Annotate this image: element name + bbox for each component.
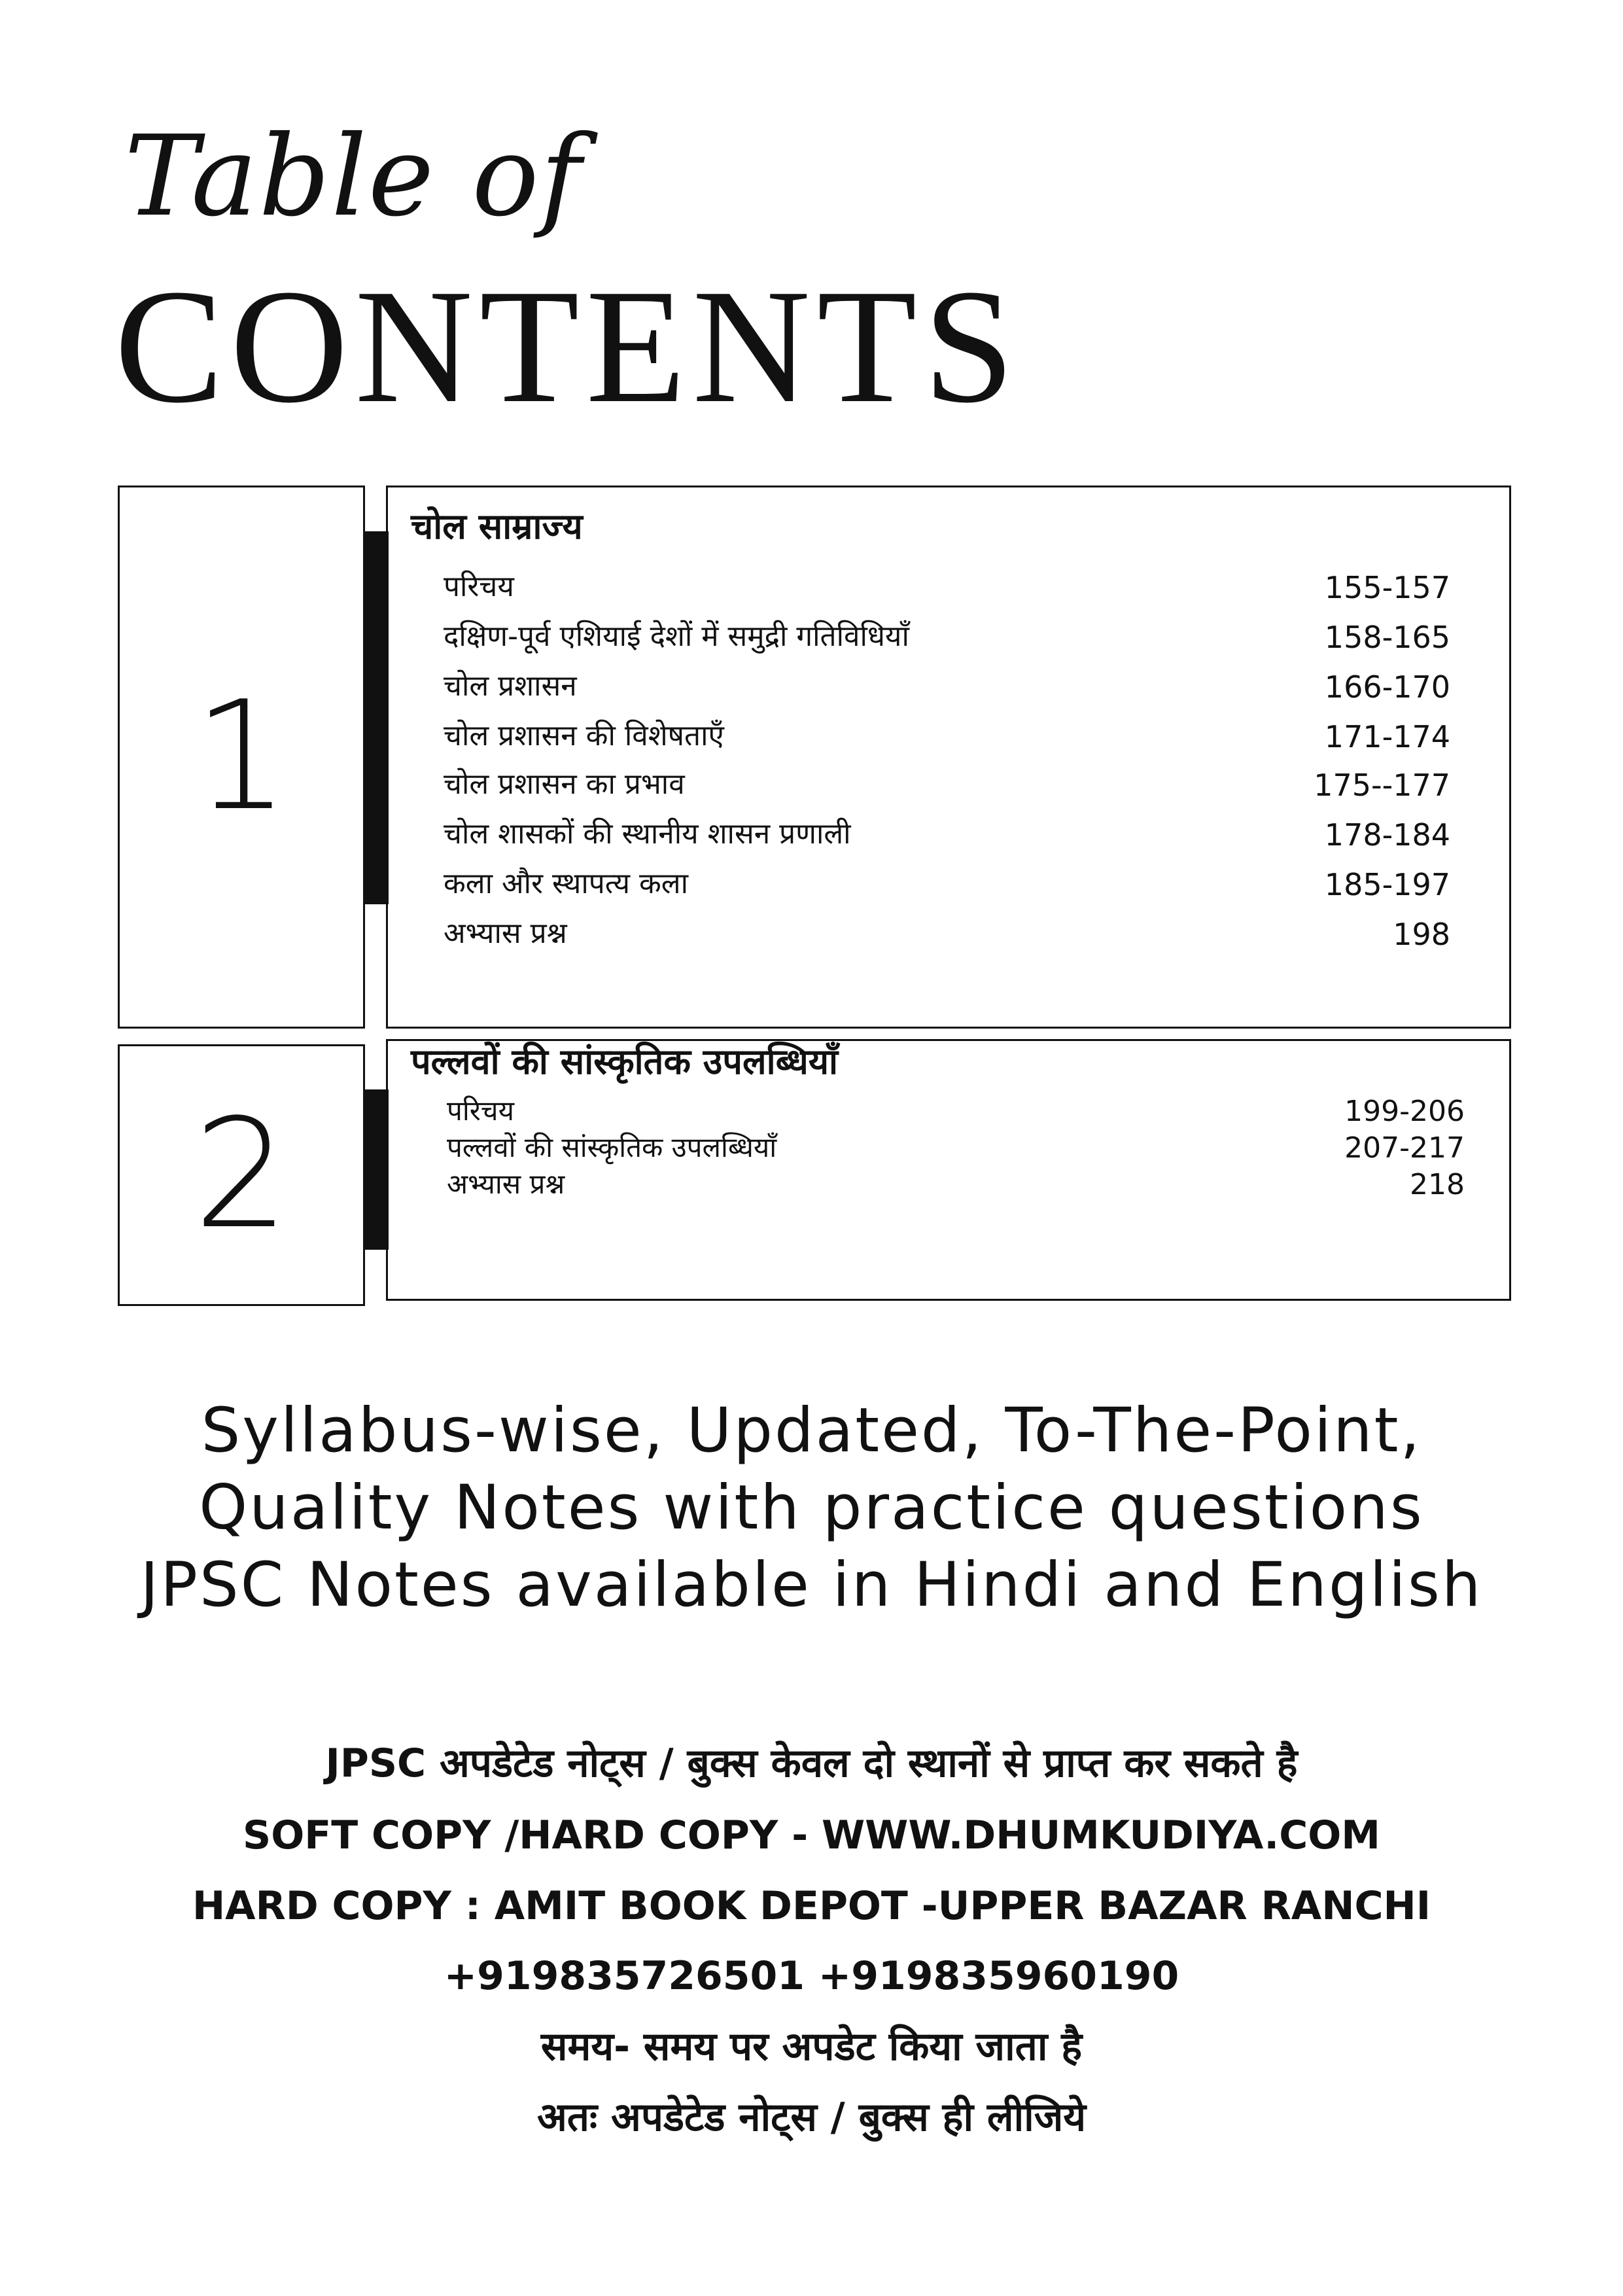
toc-entry-label: दक्षिण-पूर्व एशियाई देशों में समुद्री गतिविधियाँ (444, 620, 909, 653)
contact-line-3: HARD COPY : AMIT BOOK DEPOT -UPPER BAZAR RANCHI (192, 1883, 1431, 1929)
contact-line-1: JPSC अपडेटेड नोट्स / बुक्स केवल दो स्थानों से प्राप्त कर सकते है (325, 1740, 1298, 1786)
toc-entry-pages: 198 (1393, 917, 1450, 952)
toc-entry-label: चोल प्रशासन का प्रभाव (444, 768, 685, 801)
toc-entry-pages: 166-170 (1324, 669, 1450, 705)
toc-entry[interactable] (444, 671, 1450, 704)
contact-line-5: समय- समय पर अपडेट किया जाता है (540, 2024, 1083, 2070)
toc-entry-pages: 207-217 (1344, 1131, 1465, 1165)
toc-entry-label: अभ्यास प्रश्न (444, 917, 567, 950)
toc-entry-pages: 199-206 (1344, 1095, 1465, 1128)
section-1-bar (364, 531, 389, 904)
section-2-title: पल्लवों की सांस्कृतिक उपलब्धियाँ (411, 1041, 839, 1082)
section-2-panel (386, 1039, 1511, 1301)
toc-entry-label: परिचय (447, 1095, 514, 1127)
toc-entry[interactable] (444, 720, 1450, 754)
promo-line-1: Syllabus-wise, Updated, To-The-Point, (201, 1395, 1422, 1466)
toc-entry-label: चोल प्रशासन (444, 669, 577, 703)
promo-line-2: Quality Notes with practice questions (199, 1472, 1424, 1544)
section-1-number: 1 (118, 486, 365, 1029)
toc-entry-pages: 185-197 (1324, 867, 1450, 902)
toc-entry-pages: 171-174 (1324, 719, 1450, 754)
contact-phones[interactable]: +919835726501 +919835960190 (444, 1953, 1179, 1999)
toc-entry-label: चोल प्रशासन की विशेषताएँ (444, 719, 724, 752)
toc-entry[interactable] (447, 1133, 1465, 1164)
toc-entry[interactable] (444, 769, 1450, 802)
toc-entry-pages: 218 (1410, 1168, 1465, 1201)
toc-entry-label: चोल शासकों की स्थानीय शासन प्रणाली (444, 817, 851, 851)
toc-entry-pages: 178-184 (1324, 817, 1450, 853)
section-1-title: चोल साम्राज्य (411, 506, 583, 547)
toc-entry[interactable] (447, 1169, 1465, 1201)
contact-line-2[interactable]: SOFT COPY /HARD COPY - WWW.DHUMKUDIYA.COM (243, 1812, 1380, 1858)
section-2-bar (364, 1089, 389, 1250)
toc-entry[interactable] (444, 868, 1450, 902)
toc-entry[interactable] (444, 571, 1450, 605)
section-1-panel (386, 486, 1511, 1029)
toc-entry-label: पल्लवों की सांस्कृतिक उपलब्धियाँ (447, 1131, 777, 1163)
toc-entry-pages: 155-157 (1324, 570, 1450, 605)
toc-entry-label: कला और स्थापत्य कला (444, 867, 689, 900)
toc-entry[interactable] (447, 1096, 1465, 1127)
toc-entry-pages: 175--177 (1314, 768, 1450, 803)
toc-entry-label: परिचय (444, 570, 514, 603)
toc-entry-pages: 158-165 (1324, 620, 1450, 655)
title-main: CONTENTS (114, 256, 1021, 437)
toc-entry[interactable] (444, 918, 1450, 951)
section-2-number: 2 (118, 1044, 365, 1306)
title-script: Table of (124, 112, 583, 241)
toc-entry[interactable] (444, 621, 1450, 654)
contact-line-6: अतः अपडेटेड नोट्स / बुक्स ही लीजिये (536, 2094, 1087, 2140)
promo-line-3: JPSC Notes available in Hindi and English (140, 1549, 1483, 1621)
toc-entry[interactable] (444, 819, 1450, 852)
toc-entry-label: अभ्यास प्रश्न (447, 1168, 565, 1200)
